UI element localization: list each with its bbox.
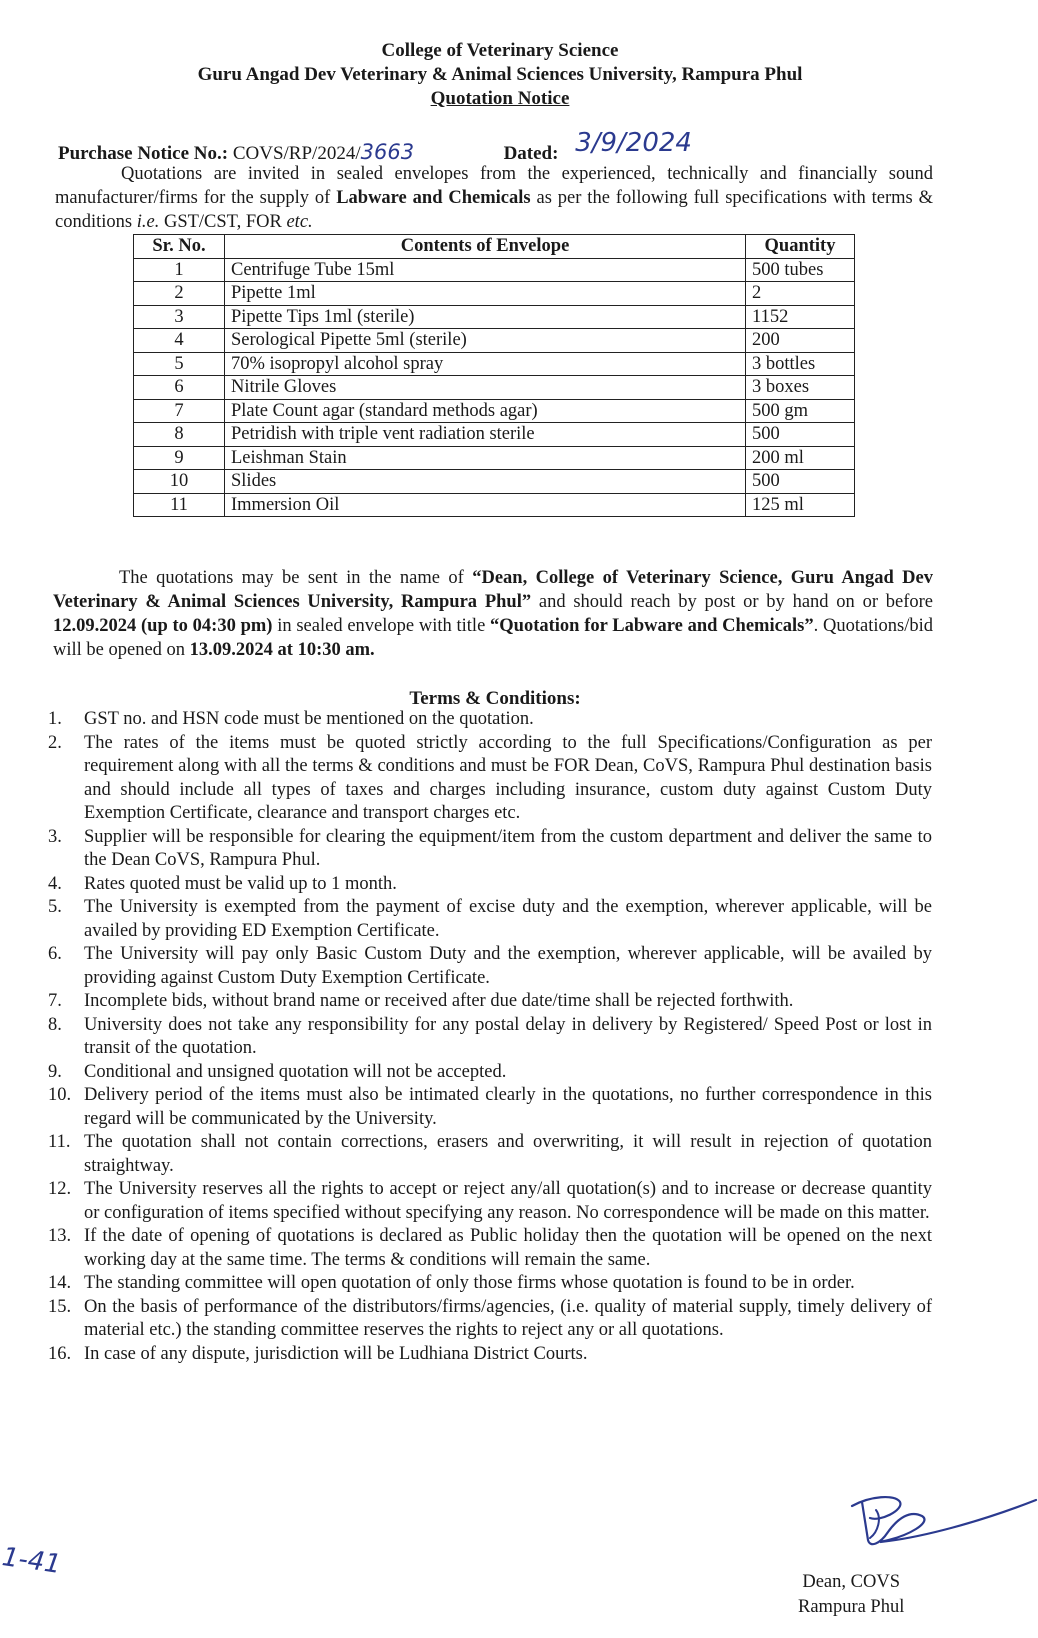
list-item: [20, 943, 932, 990]
cell-contents: 70% isopropyl alcohol spray: [225, 352, 746, 376]
cell-contents: Serological Pipette 5ml (sterile): [225, 329, 746, 353]
cell-contents: Petridish with triple vent radiation sterile: [225, 423, 746, 447]
intro-text-1: Quotations are invited in sealed envelopes from the experienced, technically and financially sound manufacturer/firms for the supply of: [55, 164, 933, 208]
term-text: On the basis of performance of the distributors/firms/agencies, (i.e. quality of material supply, timely delivery of material etc.) the standing committee reserves the rights to reject any or all quotations.: [84, 1296, 932, 1340]
cell-quantity: 2: [746, 282, 855, 306]
submission-text-3: in sealed envelope with title: [272, 616, 491, 636]
cell-quantity: 500 tubes: [746, 258, 855, 282]
cell-quantity: 200: [746, 329, 855, 353]
cell-quantity: 3 boxes: [746, 376, 855, 400]
term-number: 9.: [48, 1061, 62, 1082]
cell-quantity: 3 bottles: [746, 352, 855, 376]
term-text: Rates quoted must be valid up to 1 month.: [84, 873, 397, 894]
term-number: 12.: [48, 1179, 72, 1199]
dated-label: Dated:: [503, 143, 559, 164]
cell-contents: Slides: [225, 470, 746, 494]
term-number: 2.: [48, 732, 62, 753]
table-row: [134, 376, 855, 400]
term-number: 4.: [48, 873, 62, 894]
signatory-title: Dean, COVS: [802, 1572, 900, 1592]
intro-text-3: GST/CST, FOR: [159, 212, 287, 232]
term-text: GST no. and HSN code must be mentioned on the quotation.: [84, 709, 534, 729]
term-number: 13.: [48, 1226, 72, 1246]
term-number: 16.: [48, 1343, 72, 1364]
term-number: 14.: [48, 1273, 72, 1293]
table-row: [134, 305, 855, 329]
term-text: If the date of opening of quotations is declared as Public holiday then the quotation will be opened on the next working day at the same time. The terms & conditions will remain the same.: [84, 1226, 932, 1270]
submission-addressee: “Dean, College of Veterinary Science, Guru Angad Dev Veterinary & Animal Sciences University, Rampura Phul”: [53, 568, 933, 612]
cell-quantity: 1152: [746, 305, 855, 329]
submission-paragraph: [53, 566, 933, 662]
col-header-contents: Contents of Envelope: [225, 235, 746, 259]
cell-quantity: 500: [746, 470, 855, 494]
table-row: [134, 446, 855, 470]
table-row: [134, 399, 855, 423]
intro-ie: i.e.: [136, 212, 160, 232]
intro-etc: etc.: [286, 212, 313, 232]
cell-contents: Nitrile Gloves: [225, 376, 746, 400]
term-text: The University reserves all the rights to accept or reject any/all quotation(s) and to increase or decrease quantity or configuration of items specified without specifying any reason. No correspondence will be made on this matter.: [84, 1179, 932, 1223]
cell-sr-no: 2: [134, 282, 225, 306]
cell-sr-no: 4: [134, 329, 225, 353]
cell-sr-no: 11: [134, 493, 225, 517]
terms-list: [20, 708, 932, 1366]
intro-text-2: as per the following full specifications with terms & conditions: [55, 188, 933, 232]
cell-contents: Plate Count agar (standard methods agar): [225, 399, 746, 423]
purchase-notice-number: 3663: [360, 140, 415, 164]
list-item: [20, 1272, 932, 1296]
table-row: [134, 493, 855, 517]
list-item: [20, 1014, 932, 1061]
term-text: In case of any dispute, jurisdiction will be Ludhiana District Courts.: [84, 1343, 588, 1364]
term-number: 6.: [48, 944, 62, 964]
purchase-notice-prefix: COVS/RP/2024/: [232, 143, 361, 164]
term-number: 1.: [48, 709, 62, 729]
term-text: The University will pay only Basic Custom Duty and the exemption, wherever applicable, will be availed by providing against Custom Duty Exemption Certificate.: [84, 944, 932, 988]
list-item: [20, 826, 932, 873]
cell-sr-no: 1: [134, 258, 225, 282]
term-text: The quotation shall not contain corrections, erasers and overwriting, it will result in rejection of quotation straightway.: [84, 1132, 932, 1176]
list-item: [20, 1225, 932, 1272]
cell-contents: Pipette 1ml: [225, 282, 746, 306]
intro-paragraph: [55, 162, 933, 234]
college-name: College of Veterinary Science: [381, 40, 619, 61]
table-row: [134, 329, 855, 353]
list-item: [20, 1131, 932, 1178]
cell-contents: Immersion Oil: [225, 493, 746, 517]
items-table: [133, 234, 855, 517]
intro-bold-items: Labware and Chemicals: [336, 188, 531, 208]
term-number: 7.: [48, 991, 62, 1011]
list-item: [20, 1296, 932, 1343]
purchase-notice-label: Purchase Notice No.:: [58, 143, 229, 164]
cell-sr-no: 10: [134, 470, 225, 494]
table-row: [134, 352, 855, 376]
term-text: University does not take any responsibility for any postal delay in delivery by Registered/ Speed Post or lost in transit of the quotation.: [84, 1014, 932, 1058]
term-text: Delivery period of the items must also be intimated clearly in the quotations, no further correspondence in this regard will be communicated by the University.: [84, 1085, 932, 1129]
table-row: [134, 258, 855, 282]
handwritten-date: 3/9/2024: [575, 128, 692, 158]
table-row: [134, 470, 855, 494]
col-header-quantity: Quantity: [746, 235, 855, 259]
cell-sr-no: 5: [134, 352, 225, 376]
list-item: [20, 1084, 932, 1131]
table-row: [134, 282, 855, 306]
cell-contents: Pipette Tips 1ml (sterile): [225, 305, 746, 329]
cell-sr-no: 8: [134, 423, 225, 447]
term-text: The standing committee will open quotation of only those firms whose quotation is found to be in order.: [84, 1273, 855, 1293]
signature-image: [840, 1488, 1038, 1558]
term-text: Conditional and unsigned quotation will not be accepted.: [84, 1061, 507, 1082]
submission-deadline: 12.09.2024 (up to 04:30 pm): [53, 616, 273, 636]
signatory-place: Rampura Phul: [798, 1597, 905, 1617]
term-number: 8.: [48, 1014, 62, 1035]
term-number: 5.: [48, 897, 62, 917]
submission-text-2: and should reach by post or by hand on or before: [531, 592, 933, 612]
list-item: [20, 1343, 932, 1367]
submission-text-4: . Quotations/bid will be opened on: [53, 616, 933, 660]
cell-quantity: 500 gm: [746, 399, 855, 423]
term-text: Supplier will be responsible for clearing the equipment/item from the custom department and deliver the same to the Dean CoVS, Rampura Phul.: [84, 826, 932, 870]
col-header-sr-no: Sr. No.: [134, 235, 225, 259]
cell-sr-no: 3: [134, 305, 225, 329]
term-number: 15.: [48, 1296, 72, 1317]
list-item: [20, 732, 932, 826]
submission-text-1: The quotations may be sent in the name of: [119, 568, 473, 588]
margin-note: 1-41: [0, 1542, 63, 1580]
term-text: The University is exempted from the payment of excise duty and the exemption, wherever applicable, will be availed by providing ED Exemption Certificate.: [84, 897, 932, 941]
university-name: Guru Angad Dev Veterinary & Animal Sciences University, Rampura Phul: [197, 64, 803, 85]
cell-quantity: 125 ml: [746, 493, 855, 517]
term-text: Incomplete bids, without brand name or received after due date/time shall be rejected forthwith.: [84, 991, 794, 1011]
term-number: 3.: [48, 826, 62, 847]
list-item: [20, 1061, 932, 1085]
list-item: [20, 708, 932, 732]
signatory-block: [798, 1570, 904, 1620]
cell-contents: Centrifuge Tube 15ml: [225, 258, 746, 282]
notice-title: Quotation Notice: [430, 88, 570, 109]
cell-sr-no: 6: [134, 376, 225, 400]
table-header-row: [134, 235, 855, 259]
cell-quantity: 500: [746, 423, 855, 447]
cell-contents: Leishman Stain: [225, 446, 746, 470]
cell-sr-no: 9: [134, 446, 225, 470]
cell-quantity: 200 ml: [746, 446, 855, 470]
terms-title: Terms & Conditions:: [409, 688, 581, 709]
term-number: 10.: [48, 1085, 72, 1105]
list-item: [20, 990, 932, 1014]
list-item: [20, 896, 932, 943]
cell-sr-no: 7: [134, 399, 225, 423]
term-text: The rates of the items must be quoted strictly according to the full Specifications/Configuration as per requirement along with all the terms & conditions and must be FOR Dean, CoVS, Rampura Phul destination basis and should include all types of taxes and charges including insurance, custom duty against Custom Duty Exemption Certificate, clearance and transport charges etc.: [84, 732, 932, 823]
submission-envelope-title: “Quotation for Labware and Chemicals”: [490, 616, 814, 636]
submission-opening-date: 13.09.2024 at 10:30 am.: [189, 640, 375, 660]
list-item: [20, 1178, 932, 1225]
term-number: 11.: [48, 1132, 71, 1152]
table-row: [134, 423, 855, 447]
list-item: [20, 873, 932, 897]
